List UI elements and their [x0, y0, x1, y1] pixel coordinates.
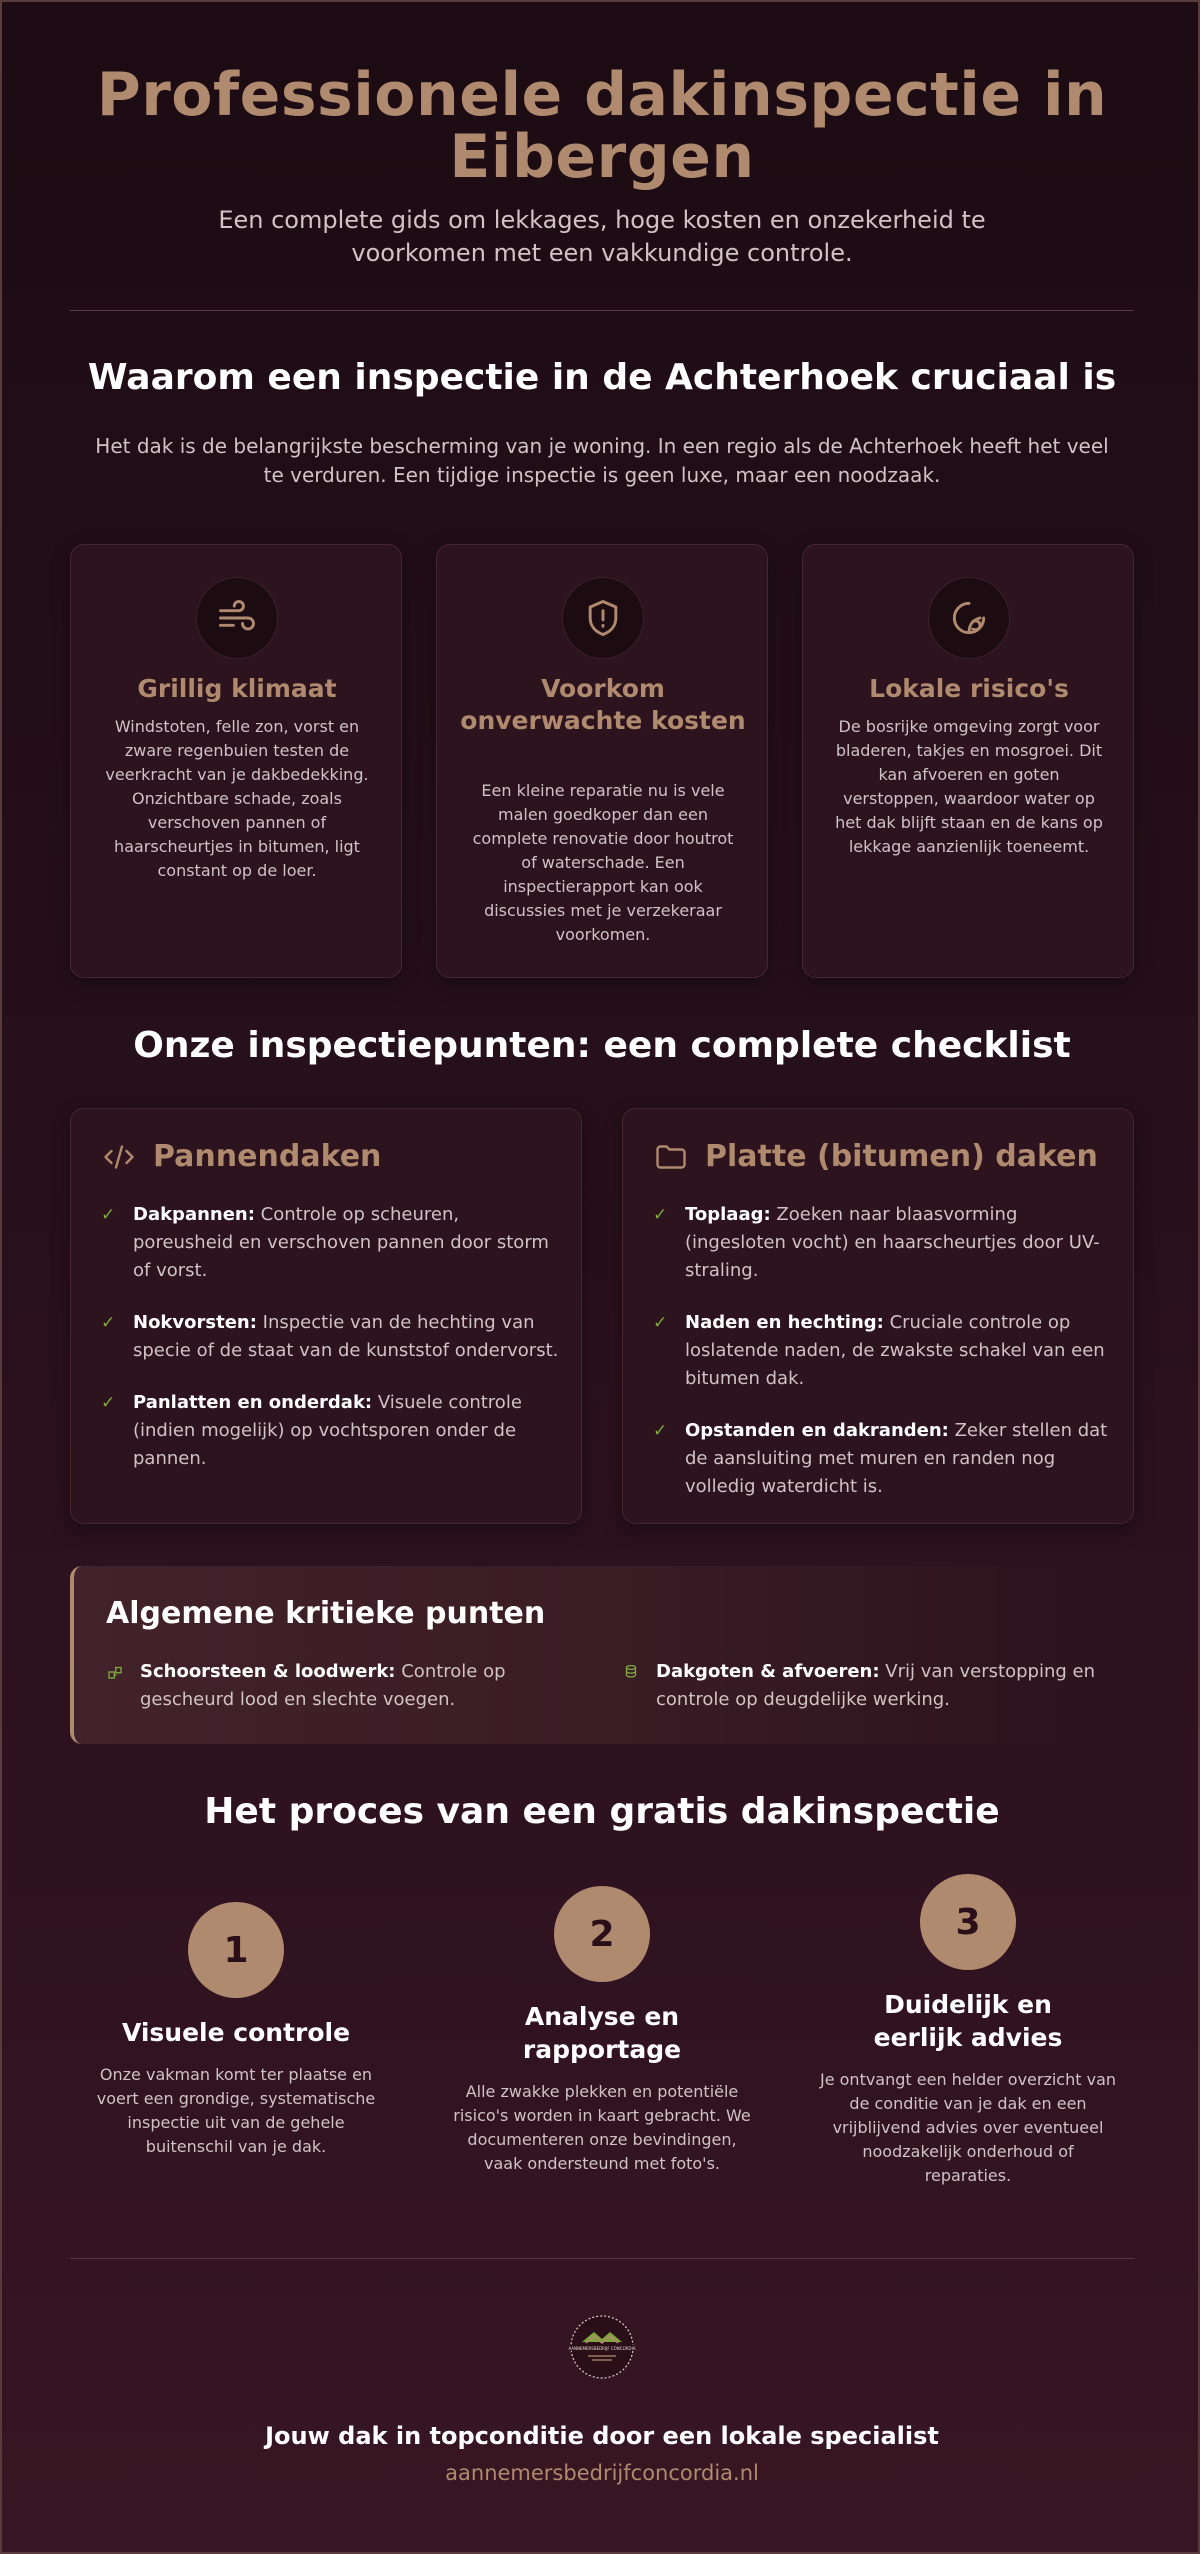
- card-local-risks: [802, 544, 1134, 978]
- critical-item: Dakgoten & afvoeren: Vrij van verstopping en controle op deugdelijke werking.: [622, 1658, 1112, 1714]
- leaf-icon: [928, 577, 1010, 659]
- card-climate: [70, 544, 402, 978]
- folder-icon: [653, 1139, 689, 1175]
- list-item: ✓ Toplaag: Zoeken naar blaasvorming (ingesloten vocht) en haarscheurtjes door UV-straling.: [653, 1201, 1113, 1285]
- footer-website-link[interactable]: aannemersbedrijfconcordia.nl: [445, 2461, 759, 2485]
- step-title: Analyse en rapportage: [522, 2002, 682, 2064]
- page-title: Professionele dakinspectie in Eibergen: [96, 60, 1108, 192]
- process-step-3: [802, 1874, 1134, 2188]
- list-item: ✓ Panlatten en onderdak: Visuele controle (indien mogelijk) op vochtsporen onder de pannen.: [101, 1389, 561, 1473]
- card-title: Grillig klimaat: [137, 674, 337, 703]
- checklist-heading: Onze inspectiepunten: een complete checklist: [133, 1025, 1071, 1066]
- list-item: ✓ Naden en hechting: Cruciale controle op loslatende naden, de zwakste schakel van een bitumen dak.: [653, 1309, 1113, 1393]
- wind-icon: [196, 577, 278, 659]
- card-costs: [436, 544, 768, 978]
- card-text: Windstoten, felle zon, vorst en zware regenbuien testen de veerkracht van je dakbedekking. Onzichtbare schade, zoals verschoven pannen of haarscheurtjes in bitumen, ligt constant op de loer.: [105, 717, 369, 880]
- step-text: Je ontvangt een helder overzicht van de conditie van je dak en een vrijblijvend advies over eventueel noodzakelijk onderhoud of reparaties.: [819, 2070, 1117, 2185]
- critical-points-box: [70, 1566, 1134, 1744]
- divider: [70, 2258, 1134, 2259]
- list-item: ✓ Opstanden en dakranden: Zeker stellen dat de aansluiting met muren en randen nog volledig waterdicht is.: [653, 1417, 1113, 1501]
- chimney-icon: [106, 1663, 124, 1681]
- process-step-1: [70, 1902, 402, 2159]
- check-icon: ✓: [653, 1205, 668, 1225]
- check-icon: ✓: [101, 1313, 116, 1333]
- footer-tagline: Jouw dak in topconditie door een lokale specialist: [265, 2422, 939, 2450]
- check-icon: ✓: [101, 1393, 116, 1413]
- step-number: 1: [188, 1902, 284, 1998]
- shield-alert-icon: [562, 577, 644, 659]
- checklist-title: Platte (bitumen) daken: [705, 1139, 1098, 1174]
- critical-item: Schoorsteen & loodwerk: Controle op gescheurd lood en slechte voegen.: [106, 1658, 566, 1714]
- step-text: Onze vakman komt ter plaatse en voert een grondige, systematische inspectie uit van de gehele buitenschil van je dak.: [96, 2065, 376, 2156]
- check-icon: ✓: [101, 1205, 116, 1225]
- why-heading: Waarom een inspectie in de Achterhoek cruciaal is: [87, 357, 1117, 398]
- step-title: Visuele controle: [121, 2018, 351, 2047]
- step-text: Alle zwakke plekken en potentiële risico's worden in kaart gebracht. We documenteren onze bevindingen, vaak ondersteund met foto's.: [453, 2082, 751, 2173]
- checklist-tiled-roofs: [70, 1108, 582, 1524]
- process-heading: Het proces van een gratis dakinspectie: [204, 1791, 1000, 1832]
- divider: [70, 310, 1134, 311]
- critical-title: Algemene kritieke punten: [106, 1596, 546, 1631]
- checklist-title: Pannendaken: [153, 1139, 382, 1174]
- list-item: ✓ Nokvorsten: Inspectie van de hechting van specie of de staat van de kunststof ondervorst.: [101, 1309, 561, 1365]
- svg-text:AANNEMERSBEDRIJF CONCORDIA: AANNEMERSBEDRIJF CONCORDIA: [568, 2346, 636, 2351]
- company-logo: [552, 2312, 652, 2382]
- step-title: Duidelijk en eerlijk advies: [873, 1990, 1063, 2052]
- step-number: 3: [920, 1874, 1016, 1970]
- card-text: Een kleine reparatie nu is vele malen goedkoper dan een complete renovatie door houtrot of waterschade. Een inspectierapport kan ook discussies met je verzekeraar voorkomen.: [472, 781, 734, 944]
- gutter-icon: [622, 1663, 640, 1681]
- checklist-flat-roofs: [622, 1108, 1134, 1524]
- card-text: De bosrijke omgeving zorgt voor bladeren, takjes en mosgroei. Dit kan afvoeren en goten verstoppen, waardoor water op het dak blijft staan en de kans op lekkage aanzienlijk toeneemt.: [835, 717, 1103, 856]
- process-step-2: [436, 1886, 768, 2176]
- why-intro: Het dak is de belangrijkste bescherming van je woning. In een regio als de Achterhoek heeft het veel te verduren. Een tijdige inspectie is geen luxe, maar een noodzaak.: [95, 434, 1109, 487]
- page-subtitle: Een complete gids om lekkages, hoge kosten en onzekerheid te voorkomen met een vakkundige controle.: [218, 206, 986, 267]
- check-icon: ✓: [653, 1313, 668, 1333]
- code-icon: [101, 1139, 137, 1175]
- check-icon: ✓: [653, 1421, 668, 1441]
- step-number: 2: [554, 1886, 650, 1982]
- card-title: Lokale risico's: [869, 674, 1069, 703]
- list-item: ✓ Dakpannen: Controle op scheuren, poreusheid en verschoven pannen door storm of vorst.: [101, 1201, 561, 1285]
- card-title: Voorkom onverwachte kosten: [460, 674, 746, 735]
